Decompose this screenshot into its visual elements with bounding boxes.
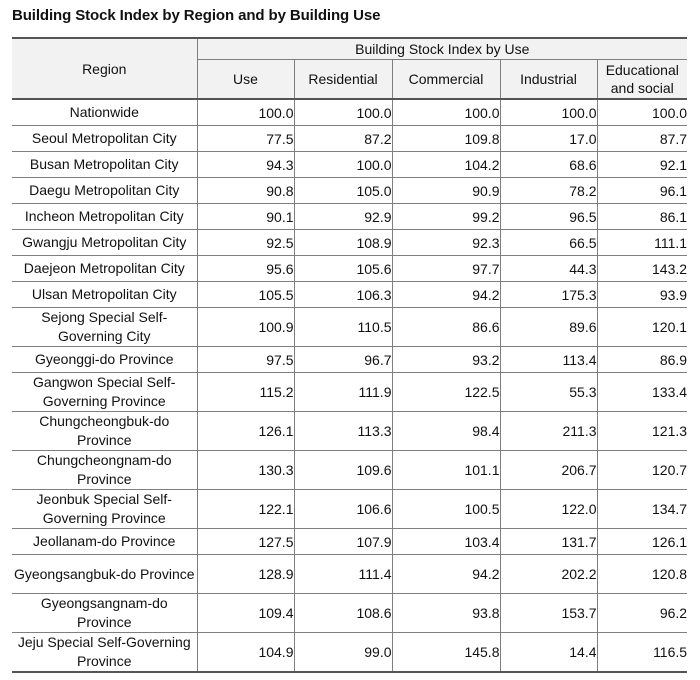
- region-cell: Daejeon Metropolitan City: [12, 256, 197, 282]
- value-cell: 92.1: [597, 152, 687, 178]
- value-cell: 126.1: [597, 529, 687, 555]
- value-cell: 131.7: [500, 529, 597, 555]
- value-cell: 116.5: [597, 633, 687, 673]
- value-cell: 86.9: [597, 347, 687, 373]
- value-cell: 100.9: [197, 308, 294, 347]
- table-row: [12, 451, 687, 490]
- table-row: [12, 594, 687, 633]
- value-cell: 100.0: [294, 99, 392, 126]
- value-cell: 109.6: [294, 451, 392, 490]
- region-cell: Jeju Special Self-Governing Province: [12, 633, 197, 673]
- region-header: Region: [12, 38, 197, 99]
- column-header-residential: Residential: [294, 60, 392, 100]
- value-cell: 126.1: [197, 412, 294, 451]
- region-cell: Nationwide: [12, 99, 197, 126]
- value-cell: 211.3: [500, 412, 597, 451]
- value-cell: 113.4: [500, 347, 597, 373]
- value-cell: 14.4: [500, 633, 597, 673]
- value-cell: 109.4: [197, 594, 294, 633]
- table-row: [12, 412, 687, 451]
- value-cell: 206.7: [500, 451, 597, 490]
- value-cell: 145.8: [392, 633, 500, 673]
- region-cell: Jeollanam-do Province: [12, 529, 197, 555]
- value-cell: 98.4: [392, 412, 500, 451]
- value-cell: 17.0: [500, 126, 597, 152]
- value-cell: 105.5: [197, 282, 294, 308]
- value-cell: 175.3: [500, 282, 597, 308]
- value-cell: 127.5: [197, 529, 294, 555]
- value-cell: 104.9: [197, 633, 294, 673]
- value-cell: 109.8: [392, 126, 500, 152]
- table-row: [12, 308, 687, 347]
- table-row: [12, 555, 687, 594]
- page-title: Building Stock Index by Region and by Building Use: [12, 7, 381, 24]
- value-cell: 111.9: [294, 373, 392, 412]
- value-cell: 100.0: [392, 99, 500, 126]
- value-cell: 90.8: [197, 178, 294, 204]
- table-row: [12, 178, 687, 204]
- region-cell: Sejong Special Self-Governing City: [12, 308, 197, 347]
- value-cell: 100.0: [597, 99, 687, 126]
- value-cell: 202.2: [500, 555, 597, 594]
- value-cell: 86.6: [392, 308, 500, 347]
- table-row: [12, 256, 687, 282]
- table-row: [12, 99, 687, 126]
- value-cell: 133.4: [597, 373, 687, 412]
- value-cell: 92.5: [197, 230, 294, 256]
- value-cell: 90.1: [197, 204, 294, 230]
- region-cell: Gyeonggi-do Province: [12, 347, 197, 373]
- value-cell: 99.0: [294, 633, 392, 673]
- column-header-commercial: Commercial: [392, 60, 500, 100]
- table-row: [12, 347, 687, 373]
- value-cell: 120.7: [597, 451, 687, 490]
- column-header-educational-social: Educational and social: [597, 60, 687, 100]
- value-cell: 96.1: [597, 178, 687, 204]
- value-cell: 130.3: [197, 451, 294, 490]
- value-cell: 86.1: [597, 204, 687, 230]
- header-row-group: [12, 38, 687, 60]
- region-cell: Gyeongsangbuk-do Province: [12, 555, 197, 594]
- value-cell: 97.5: [197, 347, 294, 373]
- column-header-industrial: Industrial: [500, 60, 597, 100]
- value-cell: 113.3: [294, 412, 392, 451]
- value-cell: 103.4: [392, 529, 500, 555]
- value-cell: 96.5: [500, 204, 597, 230]
- table-body: [12, 99, 687, 672]
- value-cell: 99.2: [392, 204, 500, 230]
- value-cell: 100.5: [392, 490, 500, 529]
- value-cell: 55.3: [500, 373, 597, 412]
- region-cell: Chungcheongnam-do Province: [12, 451, 197, 490]
- region-cell: Daegu Metropolitan City: [12, 178, 197, 204]
- value-cell: 94.2: [392, 555, 500, 594]
- value-cell: 108.6: [294, 594, 392, 633]
- value-cell: 90.9: [392, 178, 500, 204]
- region-cell: Jeonbuk Special Self-Governing Province: [12, 490, 197, 529]
- region-cell: Incheon Metropolitan City: [12, 204, 197, 230]
- index-group-header: Building Stock Index by Use: [197, 38, 687, 60]
- region-cell: Ulsan Metropolitan City: [12, 282, 197, 308]
- value-cell: 128.9: [197, 555, 294, 594]
- value-cell: 93.2: [392, 347, 500, 373]
- value-cell: 110.5: [294, 308, 392, 347]
- value-cell: 106.6: [294, 490, 392, 529]
- value-cell: 101.1: [392, 451, 500, 490]
- value-cell: 87.2: [294, 126, 392, 152]
- value-cell: 107.9: [294, 529, 392, 555]
- table-row: [12, 204, 687, 230]
- value-cell: 120.8: [597, 555, 687, 594]
- value-cell: 105.6: [294, 256, 392, 282]
- value-cell: 104.2: [392, 152, 500, 178]
- value-cell: 122.0: [500, 490, 597, 529]
- value-cell: 97.7: [392, 256, 500, 282]
- table-row: [12, 282, 687, 308]
- value-cell: 115.2: [197, 373, 294, 412]
- value-cell: 106.3: [294, 282, 392, 308]
- value-cell: 92.9: [294, 204, 392, 230]
- value-cell: 78.2: [500, 178, 597, 204]
- value-cell: 105.0: [294, 178, 392, 204]
- table-row: [12, 230, 687, 256]
- column-header-use: Use: [197, 60, 294, 100]
- value-cell: 121.3: [597, 412, 687, 451]
- region-cell: Gangwon Special Self-Governing Province: [12, 373, 197, 412]
- value-cell: 120.1: [597, 308, 687, 347]
- region-cell: Chungcheongbuk-do Province: [12, 412, 197, 451]
- value-cell: 94.2: [392, 282, 500, 308]
- value-cell: 134.7: [597, 490, 687, 529]
- table-row: [12, 152, 687, 178]
- value-cell: 66.5: [500, 230, 597, 256]
- value-cell: 92.3: [392, 230, 500, 256]
- value-cell: 111.4: [294, 555, 392, 594]
- value-cell: 93.8: [392, 594, 500, 633]
- region-cell: Gyeongsangnam-do Province: [12, 594, 197, 633]
- building-stock-table: [12, 37, 687, 673]
- region-cell: Busan Metropolitan City: [12, 152, 197, 178]
- region-cell: Seoul Metropolitan City: [12, 126, 197, 152]
- value-cell: 122.5: [392, 373, 500, 412]
- value-cell: 153.7: [500, 594, 597, 633]
- table-row: [12, 373, 687, 412]
- value-cell: 108.9: [294, 230, 392, 256]
- region-cell: Gwangju Metropolitan City: [12, 230, 197, 256]
- value-cell: 122.1: [197, 490, 294, 529]
- value-cell: 100.0: [500, 99, 597, 126]
- value-cell: 100.0: [294, 152, 392, 178]
- table-row: [12, 126, 687, 152]
- value-cell: 111.1: [597, 230, 687, 256]
- value-cell: 94.3: [197, 152, 294, 178]
- value-cell: 87.7: [597, 126, 687, 152]
- value-cell: 68.6: [500, 152, 597, 178]
- table-row: [12, 633, 687, 673]
- value-cell: 89.6: [500, 308, 597, 347]
- value-cell: 100.0: [197, 99, 294, 126]
- value-cell: 93.9: [597, 282, 687, 308]
- table-row: [12, 490, 687, 529]
- value-cell: 143.2: [597, 256, 687, 282]
- value-cell: 96.7: [294, 347, 392, 373]
- value-cell: 95.6: [197, 256, 294, 282]
- value-cell: 77.5: [197, 126, 294, 152]
- value-cell: 44.3: [500, 256, 597, 282]
- value-cell: 96.2: [597, 594, 687, 633]
- table-row: [12, 529, 687, 555]
